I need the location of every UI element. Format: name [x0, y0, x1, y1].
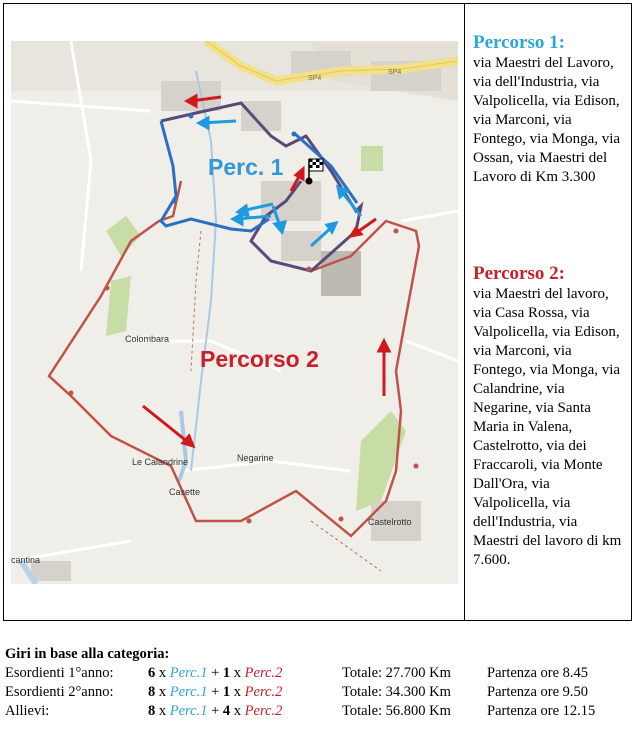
- map-graphics: [11, 41, 458, 584]
- total-distance: Totale: 56.800 Km: [342, 703, 451, 719]
- percorso1-description: via Maestri del Lavoro, via dell'Industria, via Valpolicella, via Edison, via Marconi, via Fontego, via Monga, via Ossan, via Maestri del Lavoro di Km 3.300: [473, 55, 621, 185]
- place-negarine: Negarine: [237, 453, 274, 463]
- giri-section: [5, 645, 630, 721]
- road-sp4-a: SP4: [308, 75, 322, 82]
- total-distance: Totale: 34.300 Km: [342, 684, 451, 700]
- place-cantina: cantina: [11, 555, 41, 565]
- laps-expression: 8 x Perc.1 + 1 x Perc.2: [148, 684, 283, 700]
- total-distance: Totale: 27.700 Km: [342, 665, 451, 681]
- percorso2-description: via Maestri del lavoro, via Casa Rossa, via Valpolicella, via Edison, via Marconi, via Fontego, via Monga, via Calandrine, via Negarine, via Santa Maria in Valena, Castelrotto, via dei Fraccaroli, via Monte Dall'Ora, via Valpolicella, via dell'Industria, via Maestri del lavoro di km 7.600.: [473, 286, 622, 568]
- giri-title: Giri in base alla categoria:: [5, 646, 170, 662]
- place-casette: Casette: [169, 487, 201, 497]
- giri-row: [5, 702, 630, 721]
- start-time: Partenza ore 8.45: [487, 665, 589, 681]
- percorso2-title: Percorso 2:: [473, 263, 565, 284]
- route-map: [11, 41, 458, 584]
- place-le-calandrine: Le Calandrine: [132, 457, 189, 467]
- place-colombara: Colombara: [125, 334, 170, 344]
- giri-row: [5, 683, 630, 702]
- column-divider: [464, 3, 465, 621]
- giri-row: [5, 664, 630, 683]
- perc2-map-label: Percorso 2: [200, 346, 319, 372]
- start-time: Partenza ore 9.50: [487, 684, 589, 700]
- laps-expression: 8 x Perc.1 + 4 x Perc.2: [148, 703, 283, 719]
- laps-expression: 6 x Perc.1 + 1 x Perc.2: [148, 665, 283, 681]
- percorso1-panel: [473, 32, 625, 187]
- start-time: Partenza ore 12.15: [487, 703, 596, 719]
- place-castelrotto: Castelrotto: [368, 517, 412, 527]
- perc1-map-label: Perc. 1: [208, 154, 284, 180]
- road-sp4-b: SP4: [388, 69, 402, 76]
- category-name: Allievi:: [5, 703, 50, 719]
- category-name: Esordienti 2°anno:: [5, 684, 114, 700]
- percorso2-panel: [473, 263, 625, 570]
- category-name: Esordienti 1°anno:: [5, 665, 114, 681]
- percorso1-title: Percorso 1:: [473, 32, 565, 53]
